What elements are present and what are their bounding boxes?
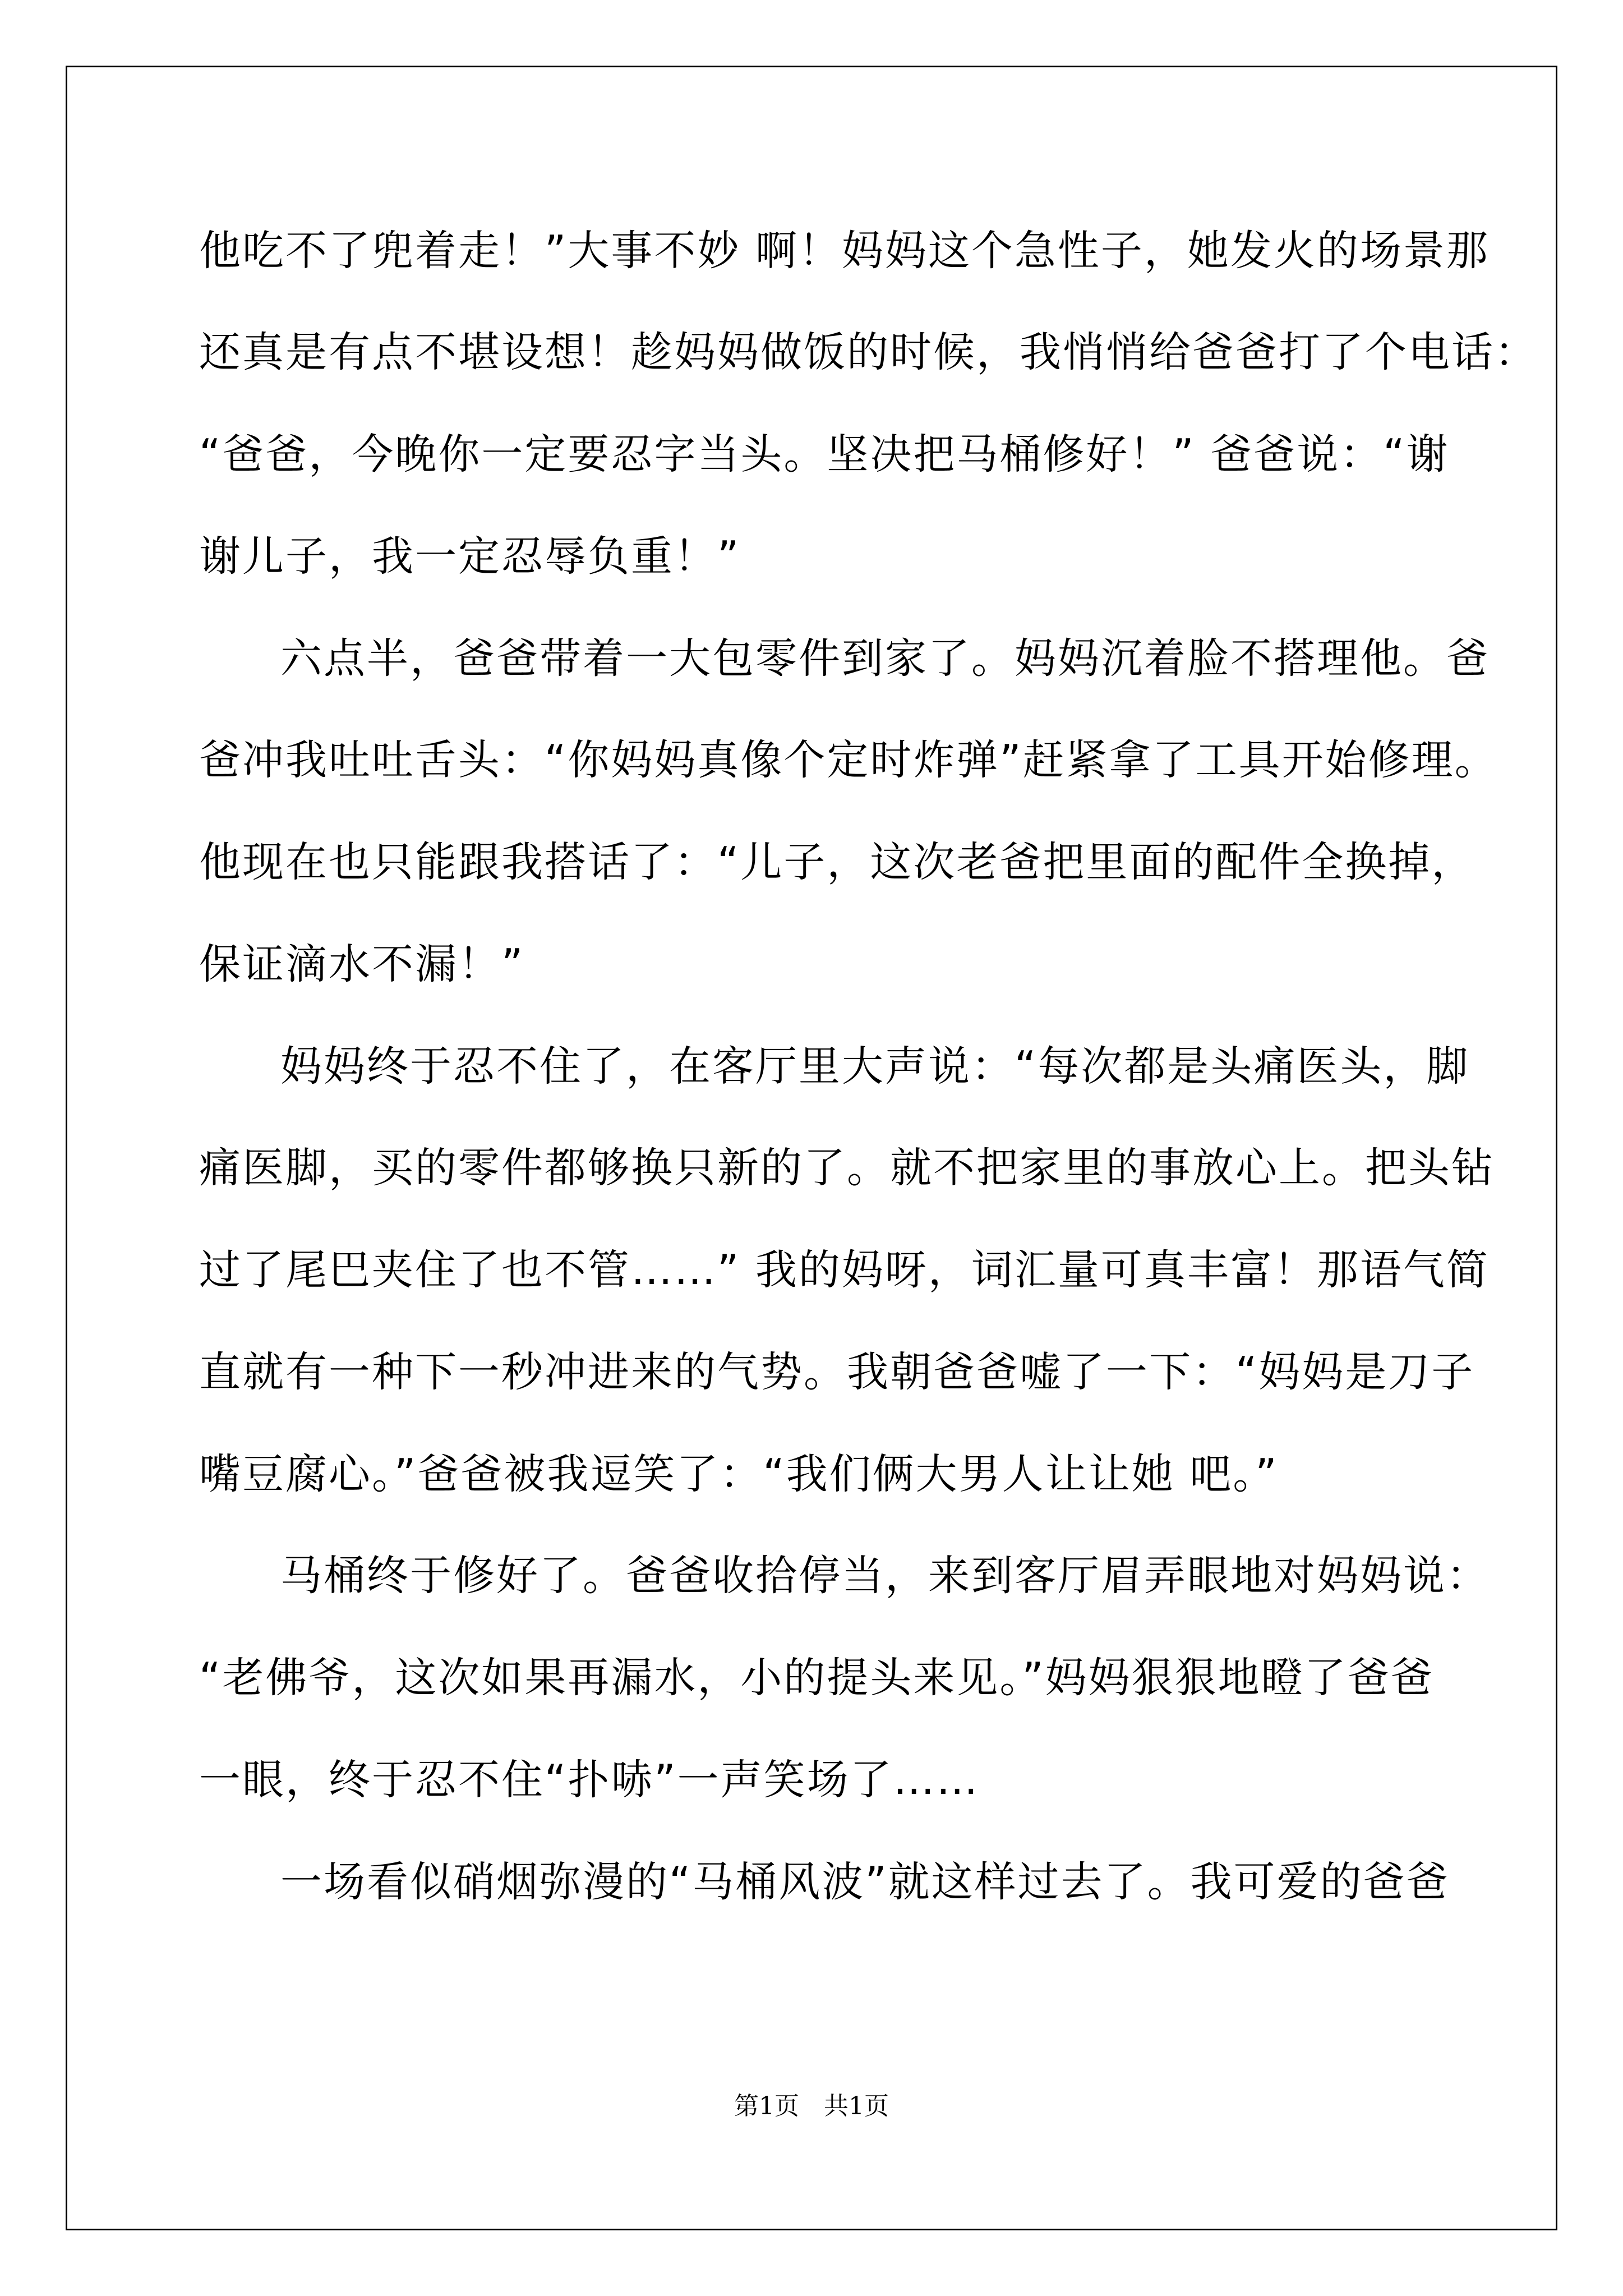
text-line: 他吃不了兜着走！”大事不妙 啊！妈妈这个急性子，她发火的场景那 <box>199 227 1490 275</box>
text-line: 直就有一种下一秒冲进来的气势。我朝爸爸嘘了一下：“妈妈是刀子 <box>199 1348 1475 1396</box>
text-line: 爸冲我吐吐舌头：“你妈妈真像个定时炸弹”赶紧拿了工具开始修理。 <box>199 736 1498 784</box>
text-line: 过了尾巴夹住了也不管……” 我的妈呀，词汇量可真丰富！那语气简 <box>199 1246 1490 1294</box>
paragraph-start-line: 一场看似硝烟弥漫的“马桶风波”就这样过去了。我可爱的爸爸 <box>280 1858 1450 1906</box>
text-line: “老佛爷，这次如果再漏水，小的提头来见。”妈妈狠狠地瞪了爸爸 <box>199 1654 1434 1702</box>
paragraph-start-line: 妈妈终于忍不住了，在客厅里大声说：“每次都是头痛医头，脚 <box>280 1042 1470 1091</box>
text-line: 一眼，终于忍不住“扑哧”一声笑场了…… <box>199 1756 980 1804</box>
text-line: “爸爸，今晚你一定要忍字当头。坚决把马桶修好！” 爸爸说：“谢 <box>199 430 1450 478</box>
paragraph-start-line: 六点半，爸爸带着一大包零件到家了。妈妈沉着脸不搭理他。爸 <box>280 634 1490 683</box>
text-line: 保证滴水不漏！” <box>199 940 525 988</box>
paragraph-start-line: 马桶终于修好了。爸爸收拾停当，来到客厅眉弄眼地对妈妈说： <box>280 1552 1490 1600</box>
text-line: 谢儿子，我一定忍辱负重！” <box>199 532 741 581</box>
text-line: 他现在也只能跟我搭话了：“儿子，这次老爸把里面的配件全换掉， <box>199 838 1475 886</box>
text-line: 痛医脚，买的零件都够换只新的了。就不把家里的事放心上。把头钻 <box>199 1144 1495 1192</box>
text-line: 嘴豆腐心。”爸爸被我逗笑了：“我们俩大男人让让她 吧。” <box>199 1450 1279 1498</box>
page-number-footer: 第1页 共1页 <box>734 2092 889 2120</box>
text-line: 还真是有点不堪设想！趁妈妈做饭的时候，我悄悄给爸爸打了个电话： <box>199 328 1538 376</box>
